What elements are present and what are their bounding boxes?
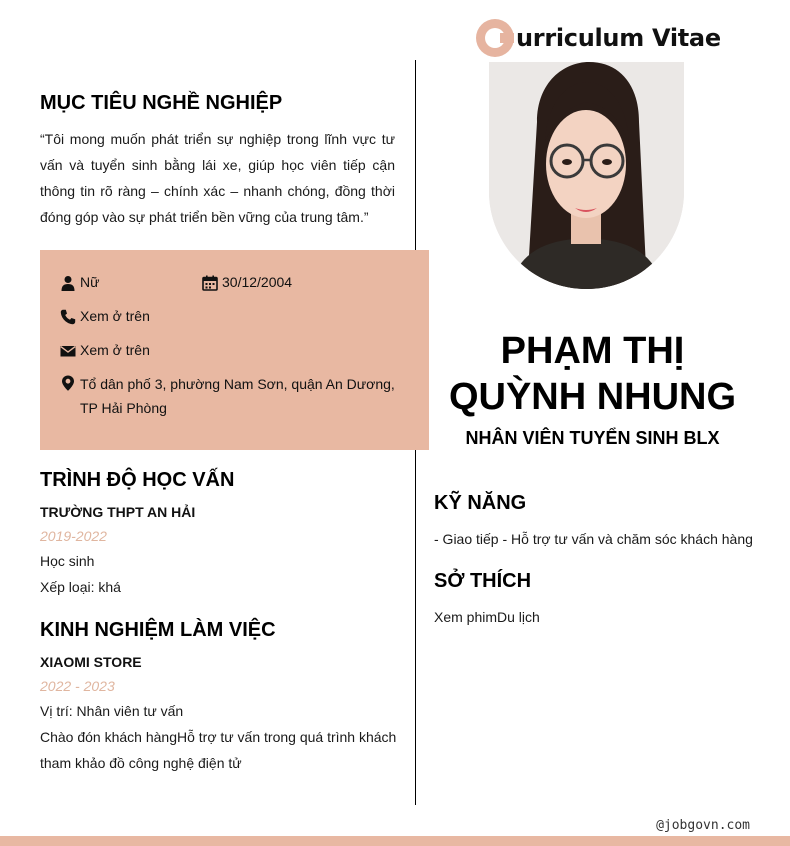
address-value: Tổ dân phố 3, phường Nam Sơn, quận An Dương, TP Hải Phòng [80,376,395,416]
education-period: 2019-2022 [40,528,107,544]
experience-position: Vị trí: Nhân viên tư vấn [40,703,184,719]
watermark-text: @jobgovn.com [656,818,750,833]
objective-text: “Tôi mong muốn phát triển sự nghiệp trong lĩnh vực tư vấn và tuyển sinh bằng lái xe, giúp học viên tiếp cận thông tin rõ ràng – chính xác – nhanh chóng, đồng thời đóng góp vào sự phát triển bền vững của trung tâm.” [40,131,395,225]
phone-value: Xem ở trên [80,308,150,324]
name-line2: QUỲNH NHUNG [448,376,737,418]
experience-description: Chào đón khách hàngHỗ trợ tư vấn trong quá trình khách tham khảo đồ công nghệ điện tử [40,729,397,771]
location-pin-icon [60,375,76,391]
calendar-icon [202,275,218,291]
education-line2: Xếp loại: khá [40,579,121,595]
gender-value: Nữ [80,274,100,290]
profile-role: NHÂN VIÊN TUYỂN SINH BLX [465,428,720,448]
footer-bar [0,836,790,846]
dob-row [202,274,292,291]
name-line1: PHẠM THỊ [500,330,685,372]
email-row [60,342,150,359]
address-row [60,372,400,420]
hobbies-title: SỞ THÍCH [434,570,532,592]
experience-period: 2022 - 2023 [40,678,115,694]
education-line1: Học sinh [40,553,95,569]
personal-info-box [40,250,429,450]
education-title: TRÌNH ĐỘ HỌC VẤN [40,469,235,491]
gender-row [60,274,99,291]
skills-title: KỸ NĂNG [434,492,527,514]
dob-value: 30/12/2004 [222,274,293,290]
experience-title: KINH NGHIỆM LÀM VIỆC [40,619,276,641]
logo-c-icon [476,19,514,57]
profile-name [430,328,755,420]
education-school: TRƯỜNG THPT AN HẢI [40,504,196,520]
user-icon [60,275,76,291]
portrait-illustration [489,62,684,289]
hobbies-text: Xem phimDu lịch [434,609,540,625]
phone-icon [60,309,76,325]
logo-text: urriculum Vitae [516,24,721,52]
skills-text: - Giao tiếp - Hỗ trợ tư vấn và chăm sóc khách hàng [434,531,753,547]
cv-logo [476,18,721,58]
profile-photo [489,62,684,289]
objective-title: MỤC TIÊU NGHỀ NGHIỆP [40,92,283,114]
mail-icon [60,343,76,359]
phone-row [60,308,150,325]
email-value: Xem ở trên [80,342,150,358]
experience-company: XIAOMI STORE [40,654,142,670]
